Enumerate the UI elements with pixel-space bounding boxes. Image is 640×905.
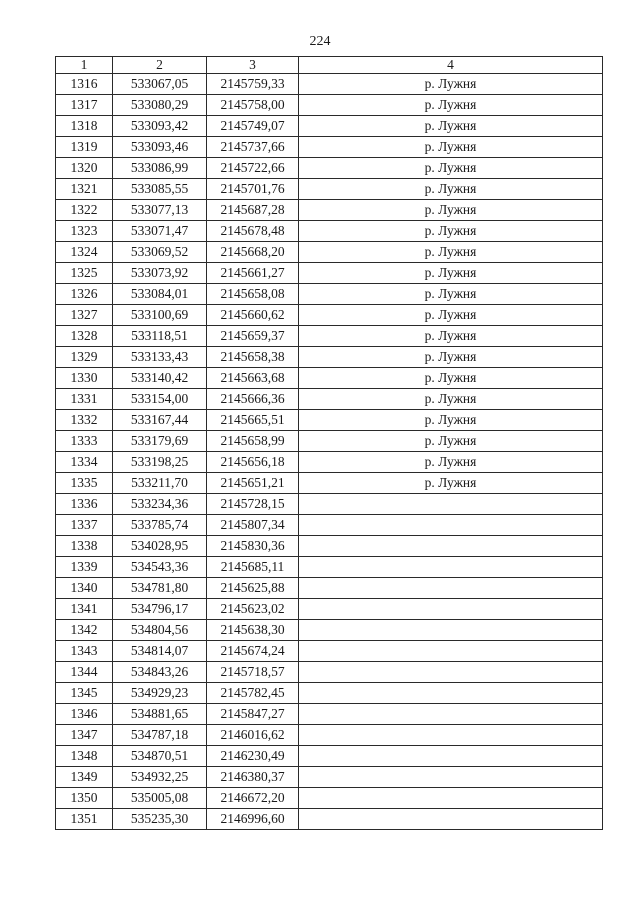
x-coordinate-cell: 533211,70 <box>113 473 207 494</box>
x-coordinate-cell: 535005,08 <box>113 788 207 809</box>
table-row <box>56 767 603 788</box>
description-cell <box>299 515 603 536</box>
coordinates-table <box>55 56 603 830</box>
table-row <box>56 347 603 368</box>
description-cell: р. Лужня <box>299 242 603 263</box>
description-cell <box>299 767 603 788</box>
table-row <box>56 704 603 725</box>
column-header: 2 <box>113 57 207 74</box>
description-cell: р. Лужня <box>299 221 603 242</box>
table-row <box>56 74 603 95</box>
x-coordinate-cell: 533093,46 <box>113 137 207 158</box>
description-cell: р. Лужня <box>299 95 603 116</box>
description-cell <box>299 704 603 725</box>
point-number-cell: 1325 <box>56 263 113 284</box>
y-coordinate-cell: 2145685,11 <box>207 557 299 578</box>
description-cell: р. Лужня <box>299 74 603 95</box>
y-coordinate-cell: 2145674,24 <box>207 641 299 662</box>
y-coordinate-cell: 2145663,68 <box>207 368 299 389</box>
table-row <box>56 95 603 116</box>
point-number-cell: 1328 <box>56 326 113 347</box>
y-coordinate-cell: 2145666,36 <box>207 389 299 410</box>
table-row <box>56 578 603 599</box>
point-number-cell: 1344 <box>56 662 113 683</box>
description-cell <box>299 683 603 704</box>
description-cell: р. Лужня <box>299 305 603 326</box>
x-coordinate-cell: 533140,42 <box>113 368 207 389</box>
point-number-cell: 1336 <box>56 494 113 515</box>
table-row <box>56 242 603 263</box>
point-number-cell: 1350 <box>56 788 113 809</box>
point-number-cell: 1332 <box>56 410 113 431</box>
point-number-cell: 1334 <box>56 452 113 473</box>
y-coordinate-cell: 2146996,60 <box>207 809 299 830</box>
y-coordinate-cell: 2145830,36 <box>207 536 299 557</box>
x-coordinate-cell: 533085,55 <box>113 179 207 200</box>
y-coordinate-cell: 2145701,76 <box>207 179 299 200</box>
table-row <box>56 536 603 557</box>
point-number-cell: 1347 <box>56 725 113 746</box>
description-cell: р. Лужня <box>299 473 603 494</box>
column-header: 1 <box>56 57 113 74</box>
table-row <box>56 431 603 452</box>
y-coordinate-cell: 2145728,15 <box>207 494 299 515</box>
x-coordinate-cell: 534781,80 <box>113 578 207 599</box>
column-header: 3 <box>207 57 299 74</box>
x-coordinate-cell: 533179,69 <box>113 431 207 452</box>
y-coordinate-cell: 2145658,08 <box>207 284 299 305</box>
description-cell: р. Лужня <box>299 116 603 137</box>
x-coordinate-cell: 533077,13 <box>113 200 207 221</box>
y-coordinate-cell: 2145659,37 <box>207 326 299 347</box>
y-coordinate-cell: 2145718,57 <box>207 662 299 683</box>
description-cell: р. Лужня <box>299 179 603 200</box>
description-cell: р. Лужня <box>299 284 603 305</box>
table-row <box>56 452 603 473</box>
table-row <box>56 515 603 536</box>
table-row <box>56 221 603 242</box>
point-number-cell: 1322 <box>56 200 113 221</box>
point-number-cell: 1348 <box>56 746 113 767</box>
point-number-cell: 1339 <box>56 557 113 578</box>
table-row <box>56 620 603 641</box>
y-coordinate-cell: 2145625,88 <box>207 578 299 599</box>
description-cell <box>299 620 603 641</box>
x-coordinate-cell: 534843,26 <box>113 662 207 683</box>
point-number-cell: 1323 <box>56 221 113 242</box>
table-row <box>56 683 603 704</box>
description-cell <box>299 494 603 515</box>
point-number-cell: 1341 <box>56 599 113 620</box>
y-coordinate-cell: 2145658,99 <box>207 431 299 452</box>
y-coordinate-cell: 2145722,66 <box>207 158 299 179</box>
table-row <box>56 116 603 137</box>
point-number-cell: 1335 <box>56 473 113 494</box>
x-coordinate-cell: 533133,43 <box>113 347 207 368</box>
y-coordinate-cell: 2145660,62 <box>207 305 299 326</box>
description-cell <box>299 725 603 746</box>
y-coordinate-cell: 2145758,00 <box>207 95 299 116</box>
y-coordinate-cell: 2145661,27 <box>207 263 299 284</box>
table-row <box>56 557 603 578</box>
description-cell <box>299 662 603 683</box>
x-coordinate-cell: 533093,42 <box>113 116 207 137</box>
table-row <box>56 725 603 746</box>
point-number-cell: 1340 <box>56 578 113 599</box>
table-header-row <box>56 57 603 74</box>
y-coordinate-cell: 2145658,38 <box>207 347 299 368</box>
description-cell: р. Лужня <box>299 431 603 452</box>
description-cell: р. Лужня <box>299 368 603 389</box>
point-number-cell: 1351 <box>56 809 113 830</box>
column-header: 4 <box>299 57 603 74</box>
x-coordinate-cell: 533118,51 <box>113 326 207 347</box>
y-coordinate-cell: 2145623,02 <box>207 599 299 620</box>
table-row <box>56 179 603 200</box>
table-row <box>56 305 603 326</box>
y-coordinate-cell: 2146672,20 <box>207 788 299 809</box>
x-coordinate-cell: 533086,99 <box>113 158 207 179</box>
y-coordinate-cell: 2145638,30 <box>207 620 299 641</box>
table-row <box>56 284 603 305</box>
table-row <box>56 746 603 767</box>
point-number-cell: 1338 <box>56 536 113 557</box>
point-number-cell: 1321 <box>56 179 113 200</box>
x-coordinate-cell: 533100,69 <box>113 305 207 326</box>
y-coordinate-cell: 2145737,66 <box>207 137 299 158</box>
x-coordinate-cell: 533067,05 <box>113 74 207 95</box>
point-number-cell: 1317 <box>56 95 113 116</box>
x-coordinate-cell: 533069,52 <box>113 242 207 263</box>
description-cell: р. Лужня <box>299 137 603 158</box>
y-coordinate-cell: 2145807,34 <box>207 515 299 536</box>
description-cell <box>299 641 603 662</box>
point-number-cell: 1345 <box>56 683 113 704</box>
point-number-cell: 1319 <box>56 137 113 158</box>
table-row <box>56 809 603 830</box>
x-coordinate-cell: 534796,17 <box>113 599 207 620</box>
y-coordinate-cell: 2145759,33 <box>207 74 299 95</box>
x-coordinate-cell: 533198,25 <box>113 452 207 473</box>
x-coordinate-cell: 534881,65 <box>113 704 207 725</box>
point-number-cell: 1326 <box>56 284 113 305</box>
description-cell <box>299 536 603 557</box>
description-cell <box>299 809 603 830</box>
x-coordinate-cell: 533785,74 <box>113 515 207 536</box>
description-cell: р. Лужня <box>299 410 603 431</box>
point-number-cell: 1346 <box>56 704 113 725</box>
y-coordinate-cell: 2146016,62 <box>207 725 299 746</box>
x-coordinate-cell: 533154,00 <box>113 389 207 410</box>
point-number-cell: 1327 <box>56 305 113 326</box>
y-coordinate-cell: 2145656,18 <box>207 452 299 473</box>
x-coordinate-cell: 533073,92 <box>113 263 207 284</box>
description-cell <box>299 599 603 620</box>
y-coordinate-cell: 2145687,28 <box>207 200 299 221</box>
description-cell <box>299 746 603 767</box>
table-row <box>56 158 603 179</box>
x-coordinate-cell: 533080,29 <box>113 95 207 116</box>
point-number-cell: 1343 <box>56 641 113 662</box>
x-coordinate-cell: 534787,18 <box>113 725 207 746</box>
x-coordinate-cell: 534543,36 <box>113 557 207 578</box>
table-row <box>56 263 603 284</box>
description-cell <box>299 557 603 578</box>
table-row <box>56 641 603 662</box>
description-cell: р. Лужня <box>299 263 603 284</box>
description-cell: р. Лужня <box>299 347 603 368</box>
x-coordinate-cell: 534804,56 <box>113 620 207 641</box>
y-coordinate-cell: 2146230,49 <box>207 746 299 767</box>
table-row <box>56 599 603 620</box>
y-coordinate-cell: 2145847,27 <box>207 704 299 725</box>
x-coordinate-cell: 534932,25 <box>113 767 207 788</box>
x-coordinate-cell: 533071,47 <box>113 221 207 242</box>
table-row <box>56 410 603 431</box>
y-coordinate-cell: 2145668,20 <box>207 242 299 263</box>
x-coordinate-cell: 534870,51 <box>113 746 207 767</box>
y-coordinate-cell: 2145782,45 <box>207 683 299 704</box>
x-coordinate-cell: 533167,44 <box>113 410 207 431</box>
point-number-cell: 1330 <box>56 368 113 389</box>
description-cell: р. Лужня <box>299 200 603 221</box>
x-coordinate-cell: 533234,36 <box>113 494 207 515</box>
table-row <box>56 788 603 809</box>
page-number: 224 <box>309 34 331 49</box>
table-row <box>56 473 603 494</box>
table-row <box>56 137 603 158</box>
x-coordinate-cell: 534929,23 <box>113 683 207 704</box>
y-coordinate-cell: 2145665,51 <box>207 410 299 431</box>
y-coordinate-cell: 2145678,48 <box>207 221 299 242</box>
table-row <box>56 389 603 410</box>
point-number-cell: 1320 <box>56 158 113 179</box>
point-number-cell: 1324 <box>56 242 113 263</box>
table-row <box>56 662 603 683</box>
point-number-cell: 1337 <box>56 515 113 536</box>
x-coordinate-cell: 535235,30 <box>113 809 207 830</box>
point-number-cell: 1331 <box>56 389 113 410</box>
description-cell <box>299 788 603 809</box>
x-coordinate-cell: 534814,07 <box>113 641 207 662</box>
y-coordinate-cell: 2145651,21 <box>207 473 299 494</box>
point-number-cell: 1349 <box>56 767 113 788</box>
table-row <box>56 494 603 515</box>
y-coordinate-cell: 2145749,07 <box>207 116 299 137</box>
table-row <box>56 326 603 347</box>
point-number-cell: 1316 <box>56 74 113 95</box>
point-number-cell: 1333 <box>56 431 113 452</box>
y-coordinate-cell: 2146380,37 <box>207 767 299 788</box>
x-coordinate-cell: 533084,01 <box>113 284 207 305</box>
description-cell: р. Лужня <box>299 326 603 347</box>
table-row <box>56 200 603 221</box>
description-cell: р. Лужня <box>299 158 603 179</box>
x-coordinate-cell: 534028,95 <box>113 536 207 557</box>
point-number-cell: 1318 <box>56 116 113 137</box>
table-row <box>56 368 603 389</box>
description-cell: р. Лужня <box>299 389 603 410</box>
point-number-cell: 1329 <box>56 347 113 368</box>
table-body <box>56 74 603 830</box>
description-cell: р. Лужня <box>299 452 603 473</box>
point-number-cell: 1342 <box>56 620 113 641</box>
description-cell <box>299 578 603 599</box>
